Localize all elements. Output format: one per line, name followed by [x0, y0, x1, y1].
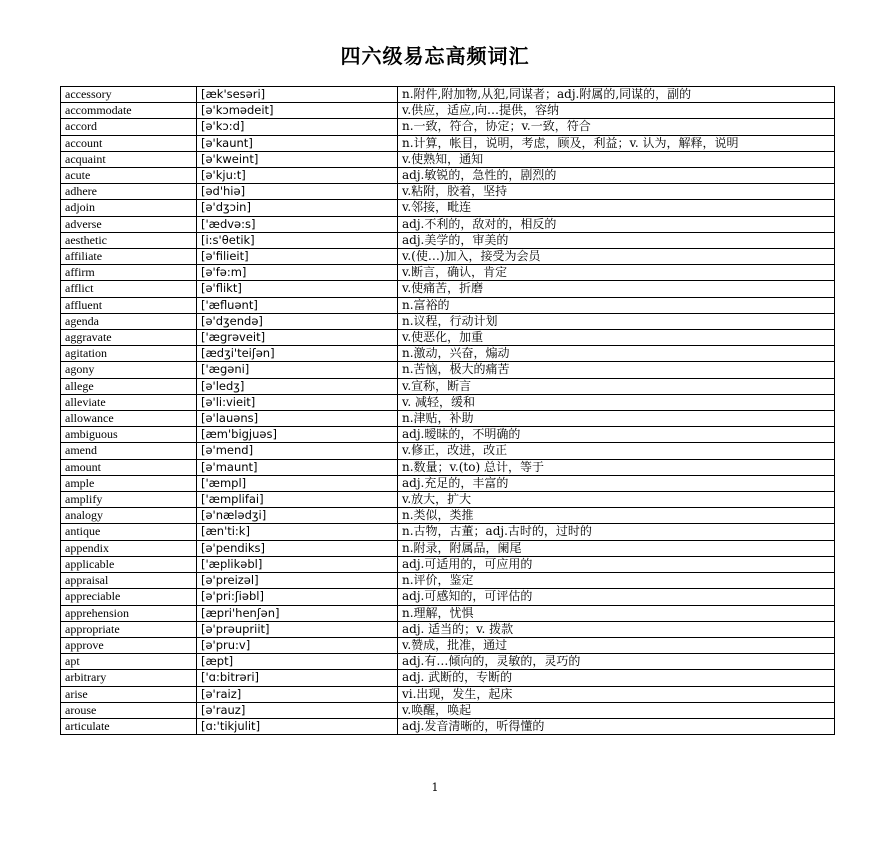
word-cell: ambiguous [61, 427, 197, 443]
word-cell: afflict [61, 281, 197, 297]
word-cell: affluent [61, 297, 197, 313]
meaning-cell: n.数量；v.(to) 总计，等于 [398, 459, 835, 475]
table-row [61, 605, 835, 621]
table-row [61, 313, 835, 329]
phonetic-cell: [ə'dʒendə] [197, 313, 398, 329]
meaning-cell: v.赞成，批准，通过 [398, 637, 835, 653]
word-cell: appendix [61, 540, 197, 556]
phonetic-cell: ['ægrəveit] [197, 330, 398, 346]
meaning-cell: n.富裕的 [398, 297, 835, 313]
meaning-cell: v. 减轻，缓和 [398, 394, 835, 410]
meaning-cell: adj.不利的，敌对的，相反的 [398, 216, 835, 232]
table-row [61, 621, 835, 637]
table-row [61, 540, 835, 556]
table-row [61, 168, 835, 184]
meaning-cell: n.津贴，补助 [398, 411, 835, 427]
table-row [61, 492, 835, 508]
meaning-cell: n.附录，附属品，阑尾 [398, 540, 835, 556]
table-row [61, 702, 835, 718]
meaning-cell: adj.可感知的，可评估的 [398, 589, 835, 605]
word-cell: accord [61, 119, 197, 135]
phonetic-cell: [ə'kaunt] [197, 135, 398, 151]
word-cell: ample [61, 475, 197, 491]
word-cell: applicable [61, 556, 197, 572]
phonetic-cell: [ə'maunt] [197, 459, 398, 475]
meaning-cell: adj. 武断的，专断的 [398, 670, 835, 686]
word-cell: aesthetic [61, 232, 197, 248]
meaning-cell: adj.美学的，审美的 [398, 232, 835, 248]
word-cell: agitation [61, 346, 197, 362]
phonetic-cell: [i:s'θetik] [197, 232, 398, 248]
table-row [61, 443, 835, 459]
table-row [61, 475, 835, 491]
word-cell: affirm [61, 265, 197, 281]
table-row [61, 654, 835, 670]
meaning-cell: v.粘附，胶着，坚持 [398, 184, 835, 200]
meaning-cell: v.修正，改进，改正 [398, 443, 835, 459]
vocabulary-table [60, 86, 835, 735]
phonetic-cell: [ə'lauəns] [197, 411, 398, 427]
phonetic-cell: [ə'li:vieit] [197, 394, 398, 410]
table-row [61, 87, 835, 103]
page-title: 四六级易忘高频词汇 [340, 44, 530, 68]
table-row [61, 508, 835, 524]
meaning-cell: v.断言，确认，肯定 [398, 265, 835, 281]
word-cell: adverse [61, 216, 197, 232]
meaning-cell: n.附件,附加物,从犯,同谋者；adj.附属的,同谋的，副的 [398, 87, 835, 103]
word-cell: adhere [61, 184, 197, 200]
phonetic-cell: ['ɑ:bitrəri] [197, 670, 398, 686]
meaning-cell: v.宣称，断言 [398, 378, 835, 394]
meaning-cell: n.一致，符合，协定；v.一致，符合 [398, 119, 835, 135]
table-row [61, 637, 835, 653]
word-cell: arise [61, 686, 197, 702]
meaning-cell: n.评价，鉴定 [398, 573, 835, 589]
word-cell: agony [61, 362, 197, 378]
table-row [61, 524, 835, 540]
table-row [61, 362, 835, 378]
phonetic-cell: [æpri'henʃən] [197, 605, 398, 621]
phonetic-cell: [ə'fə:m] [197, 265, 398, 281]
meaning-cell: n.苦恼，极大的痛苦 [398, 362, 835, 378]
table-row [61, 103, 835, 119]
phonetic-cell: [əd'hiə] [197, 184, 398, 200]
page-number: 1 [431, 781, 439, 794]
meaning-cell: n.计算，帐目，说明，考虑，顾及，利益；v. 认为，解释，说明 [398, 135, 835, 151]
meaning-cell: v.使熟知，通知 [398, 151, 835, 167]
word-cell: amount [61, 459, 197, 475]
table-row [61, 265, 835, 281]
table-row [61, 346, 835, 362]
meaning-cell: vi.出现，发生，起床 [398, 686, 835, 702]
phonetic-cell: [æm'bigjuəs] [197, 427, 398, 443]
table-row [61, 249, 835, 265]
meaning-cell: adj.发音清晰的，听得懂的 [398, 718, 835, 734]
word-cell: apt [61, 654, 197, 670]
word-cell: appraisal [61, 573, 197, 589]
phonetic-cell: [æk'sesəri] [197, 87, 398, 103]
table-row [61, 378, 835, 394]
phonetic-cell: [ə'dʒɔin] [197, 200, 398, 216]
word-cell: articulate [61, 718, 197, 734]
meaning-cell: adj.有…倾向的，灵敏的，灵巧的 [398, 654, 835, 670]
word-cell: appreciable [61, 589, 197, 605]
phonetic-cell: [ə'flikt] [197, 281, 398, 297]
word-cell: approve [61, 637, 197, 653]
meaning-cell: v.放大，扩大 [398, 492, 835, 508]
word-cell: agenda [61, 313, 197, 329]
table-row [61, 411, 835, 427]
phonetic-cell: [ə'pri:ʃiəbl] [197, 589, 398, 605]
word-cell: apprehension [61, 605, 197, 621]
word-cell: aggravate [61, 330, 197, 346]
meaning-cell: adj.可适用的，可应用的 [398, 556, 835, 572]
phonetic-cell: [æn'ti:k] [197, 524, 398, 540]
table-row [61, 459, 835, 475]
word-cell: alleviate [61, 394, 197, 410]
meaning-cell: n.议程，行动计划 [398, 313, 835, 329]
phonetic-cell: [ə'kɔmədeit] [197, 103, 398, 119]
phonetic-cell: ['ædvə:s] [197, 216, 398, 232]
word-cell: appropriate [61, 621, 197, 637]
table-row [61, 394, 835, 410]
table-row [61, 135, 835, 151]
word-cell: arbitrary [61, 670, 197, 686]
table-row [61, 718, 835, 734]
phonetic-cell: [ə'kɔ:d] [197, 119, 398, 135]
table-row [61, 330, 835, 346]
table-row [61, 670, 835, 686]
phonetic-cell: [ə'kju:t] [197, 168, 398, 184]
phonetic-cell: ['æmpl] [197, 475, 398, 491]
table-row [61, 151, 835, 167]
phonetic-cell: ['æplikəbl] [197, 556, 398, 572]
meaning-cell: v.(使…)加入，接受为会员 [398, 249, 835, 265]
phonetic-cell: [ə'kweint] [197, 151, 398, 167]
meaning-cell: v.唤醒，唤起 [398, 702, 835, 718]
phonetic-cell: [ə'preizəl] [197, 573, 398, 589]
meaning-cell: adj.暧昧的，不明确的 [398, 427, 835, 443]
meaning-cell: v.邻接，毗连 [398, 200, 835, 216]
phonetic-cell: [ɑ:'tikjulit] [197, 718, 398, 734]
phonetic-cell: [æpt] [197, 654, 398, 670]
meaning-cell: n.激动，兴奋，煽动 [398, 346, 835, 362]
meaning-cell: v.使痛苦，折磨 [398, 281, 835, 297]
word-cell: allege [61, 378, 197, 394]
meaning-cell: n.理解，忧惧 [398, 605, 835, 621]
table-row [61, 232, 835, 248]
phonetic-cell: [ə'filieit] [197, 249, 398, 265]
phonetic-cell: [ə'nælədʒi] [197, 508, 398, 524]
phonetic-cell: [ə'ledʒ] [197, 378, 398, 394]
phonetic-cell: [ə'prəupriit] [197, 621, 398, 637]
word-cell: acquaint [61, 151, 197, 167]
word-cell: allowance [61, 411, 197, 427]
word-cell: acute [61, 168, 197, 184]
phonetic-cell: [ædʒi'teiʃən] [197, 346, 398, 362]
table-row [61, 589, 835, 605]
phonetic-cell: [ə'mend] [197, 443, 398, 459]
table-row [61, 184, 835, 200]
word-cell: affiliate [61, 249, 197, 265]
meaning-cell: n.古物，古董；adj.古时的，过时的 [398, 524, 835, 540]
meaning-cell: adj.充足的，丰富的 [398, 475, 835, 491]
word-cell: amend [61, 443, 197, 459]
table-row [61, 119, 835, 135]
table-row [61, 297, 835, 313]
meaning-cell: adj. 适当的；v. 拨款 [398, 621, 835, 637]
word-cell: antique [61, 524, 197, 540]
vocabulary-table-body [61, 87, 835, 735]
phonetic-cell: [ə'pendiks] [197, 540, 398, 556]
word-cell: arouse [61, 702, 197, 718]
phonetic-cell: [ə'raiz] [197, 686, 398, 702]
phonetic-cell: [ə'rauz] [197, 702, 398, 718]
word-cell: account [61, 135, 197, 151]
meaning-cell: adj.敏锐的，急性的，剧烈的 [398, 168, 835, 184]
meaning-cell: v.供应，适应,向…提供，容纳 [398, 103, 835, 119]
word-cell: analogy [61, 508, 197, 524]
meaning-cell: n.类似，类推 [398, 508, 835, 524]
table-row [61, 573, 835, 589]
table-row [61, 216, 835, 232]
phonetic-cell: ['æmplifai] [197, 492, 398, 508]
word-cell: adjoin [61, 200, 197, 216]
word-cell: accessory [61, 87, 197, 103]
phonetic-cell: ['ægəni] [197, 362, 398, 378]
table-row [61, 427, 835, 443]
word-cell: amplify [61, 492, 197, 508]
table-row [61, 686, 835, 702]
table-row [61, 200, 835, 216]
word-cell: accommodate [61, 103, 197, 119]
phonetic-cell: [ə'pru:v] [197, 637, 398, 653]
phonetic-cell: ['æfluənt] [197, 297, 398, 313]
table-row [61, 281, 835, 297]
meaning-cell: v.使恶化，加重 [398, 330, 835, 346]
table-row [61, 556, 835, 572]
